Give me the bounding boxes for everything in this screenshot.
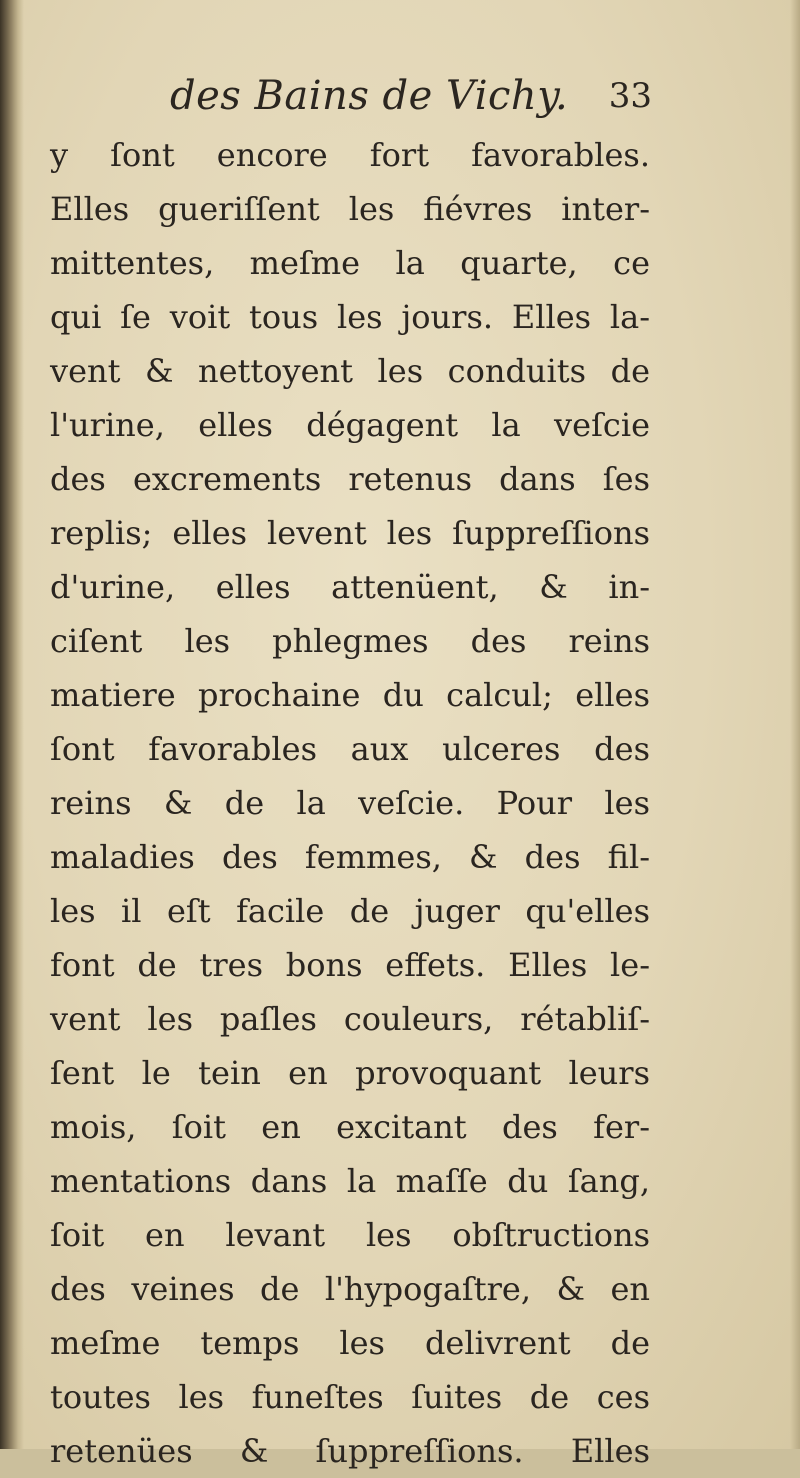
text-line: les il eſt facile de juger qu'elles bbox=[50, 892, 650, 930]
text-line: mittentes, meſme la quarte, ce bbox=[50, 244, 650, 282]
text-line: ciſent les phlegmes des reins bbox=[50, 622, 650, 660]
text-line: vent & nettoyent les conduits de bbox=[50, 352, 650, 390]
text-line: mentations dans la maſſe du ſang, bbox=[50, 1162, 650, 1200]
text-line: retenües & ſuppreſſions. Elles bbox=[50, 1432, 650, 1470]
text-line: qui ſe voit tous les jours. Elles la- bbox=[50, 298, 650, 336]
text-line: matiere prochaine du calcul; elles bbox=[50, 676, 650, 714]
text-line: mois, ſoit en excitant des fer- bbox=[50, 1108, 650, 1146]
body-text bbox=[50, 128, 650, 1478]
text-line: toutes les funeſtes ſuites de ces bbox=[50, 1378, 650, 1416]
page-edge bbox=[790, 0, 800, 1449]
text-line: Elles gueriſſent les fiévres inter- bbox=[50, 190, 650, 228]
text-line: replis; elles levent les ſuppreſſions bbox=[50, 514, 650, 552]
text-line: meſme temps les delivrent de bbox=[50, 1324, 650, 1362]
text-line: y ſont encore fort favorables. bbox=[50, 136, 650, 174]
text-line: d'urine, elles attenüent, & in- bbox=[50, 568, 650, 606]
text-line: ſoit en levant les obſtructions bbox=[50, 1216, 650, 1254]
text-line: reins & de la veſcie. Pour les bbox=[50, 784, 650, 822]
text-line: maladies des femmes, & des fil- bbox=[50, 838, 650, 876]
text-line: ſent le tein en provoquant leurs bbox=[50, 1054, 650, 1092]
text-line: font de tres bons effets. Elles le- bbox=[50, 946, 650, 984]
page-header bbox=[170, 68, 660, 128]
text-line: l'urine, elles dégagent la veſcie bbox=[50, 406, 650, 444]
text-line: des veines de l'hypogaſtre, & en bbox=[50, 1270, 650, 1308]
text-line: des excrements retenus dans ſes bbox=[50, 460, 650, 498]
book-gutter-shadow bbox=[0, 0, 24, 1449]
page-number: 33 bbox=[608, 76, 652, 116]
text-line: vent les paſles couleurs, rétabliſ- bbox=[50, 1000, 650, 1038]
running-title: des Bains de Vichy. bbox=[170, 73, 569, 119]
text-line: ſont favorables aux ulceres des bbox=[50, 730, 650, 768]
